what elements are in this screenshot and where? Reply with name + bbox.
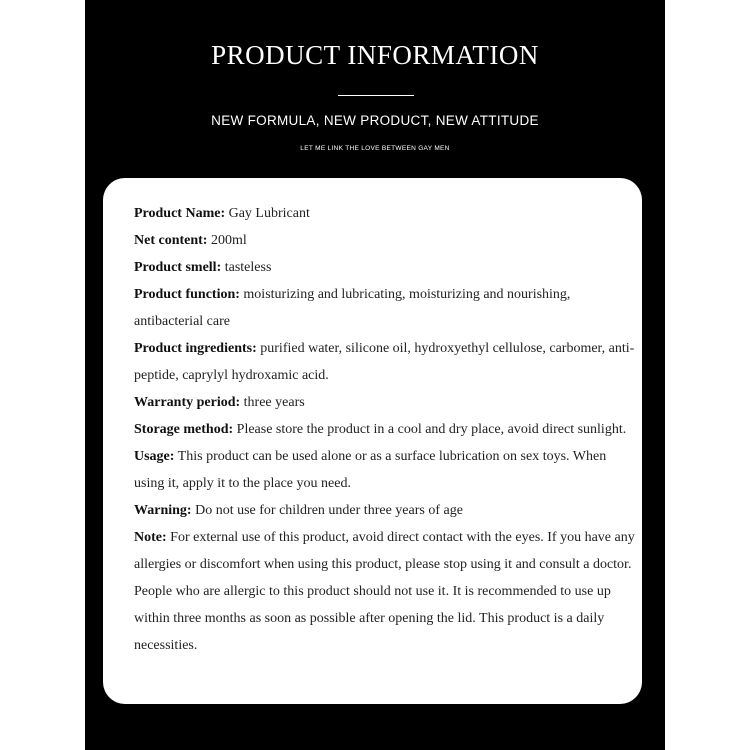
info-value: 200ml bbox=[207, 233, 247, 248]
title-divider bbox=[338, 95, 414, 96]
info-list bbox=[134, 200, 639, 659]
info-item-net-content bbox=[134, 227, 639, 254]
info-value: Do not use for children under three years of age bbox=[191, 503, 463, 518]
info-value: three years bbox=[240, 395, 305, 410]
info-label: Product function: bbox=[134, 287, 240, 302]
tagline: LET ME LINK THE LOVE BETWEEN GAY MEN bbox=[300, 145, 450, 152]
page-title: PRODUCT INFORMATION bbox=[211, 40, 539, 70]
info-label: Warning: bbox=[134, 503, 192, 518]
info-label: Warranty period: bbox=[134, 395, 241, 410]
info-value: Gay Lubricant bbox=[225, 206, 310, 221]
info-card bbox=[103, 178, 642, 704]
info-label: Storage method: bbox=[134, 422, 234, 437]
info-label: Note: bbox=[134, 530, 167, 545]
info-value: For external use of this product, avoid direct contact with the eyes. If you have any allergies or discomfort when using this product, please stop using it and consult a doctor. People who are allergic to this product should not use it. It is recommended to use up within three months as soon as possible after opening the lid. This product is a daily necessities. bbox=[134, 530, 635, 653]
info-value: Please store the product in a cool and dry place, avoid direct sunlight. bbox=[233, 422, 627, 437]
info-item-note bbox=[134, 524, 639, 659]
info-value: moisturizing and lubricating, moisturizing and nourishing, antibacterial care bbox=[134, 287, 571, 329]
info-value: This product can be used alone or as a surface lubrication on sex toys. When using it, apply it to the place you need. bbox=[134, 449, 607, 491]
info-value: purified water, silicone oil, hydroxyethyl cellulose, carbomer, anti-peptide, caprylyl hydroxamic acid. bbox=[134, 341, 635, 383]
info-item-product-ingredients bbox=[134, 335, 639, 389]
info-item-warning bbox=[134, 497, 639, 524]
info-item-product-function bbox=[134, 281, 639, 335]
info-label: Product Name: bbox=[134, 206, 226, 221]
info-label: Product smell: bbox=[134, 260, 222, 275]
info-item-warranty-period bbox=[134, 389, 639, 416]
info-item-product-name bbox=[134, 200, 639, 227]
info-item-product-smell bbox=[134, 254, 639, 281]
info-item-usage bbox=[134, 443, 639, 497]
info-label: Net content: bbox=[134, 233, 208, 248]
subtitle: NEW FORMULA, NEW PRODUCT, NEW ATTITUDE bbox=[211, 113, 539, 128]
product-info-panel bbox=[85, 0, 665, 750]
info-item-storage-method bbox=[134, 416, 639, 443]
info-value: tasteless bbox=[221, 260, 272, 275]
info-label: Product ingredients: bbox=[134, 341, 257, 356]
info-label: Usage: bbox=[134, 449, 175, 464]
